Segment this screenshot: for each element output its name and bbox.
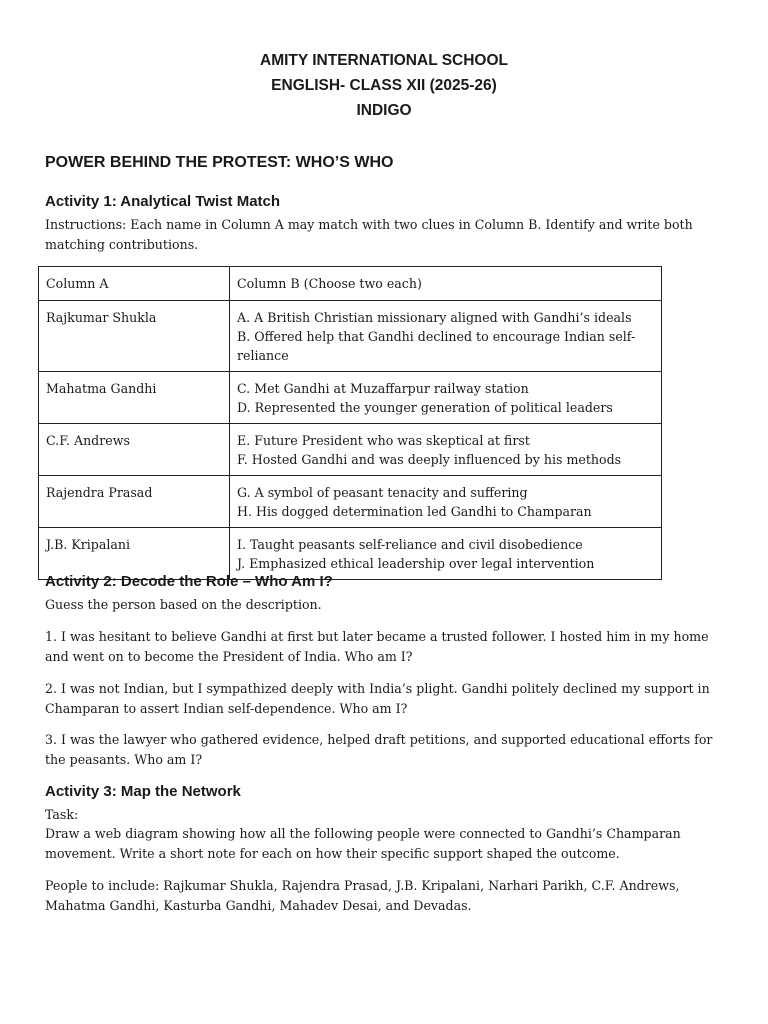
section-name: INDIGO [356, 102, 412, 119]
table-header-row [39, 267, 662, 301]
activity3-heading: Activity 3: Map the Network [45, 783, 241, 800]
activity2-question-2: 2. I was not Indian, but I sympathized deeply with India’s plight. Gandhi politely declined my support in Champaran to assert Indian self-dependence. Who am I? [45, 681, 710, 716]
activity1-instructions: Instructions: Each name in Column A may match with two clues in Column B. Identify and write both matching contributions. [45, 217, 693, 252]
match-table [38, 266, 662, 580]
worksheet-title: POWER BEHIND THE PROTEST: WHO’S WHO [45, 154, 394, 171]
table-row [39, 301, 662, 372]
document-header [0, 48, 768, 123]
column-b-header: Column B (Choose two each) [230, 267, 662, 301]
activity2-intro: Guess the person based on the description. [45, 597, 322, 612]
table-row [39, 372, 662, 424]
column-b-clues [230, 424, 662, 476]
school-name: AMITY INTERNATIONAL SCHOOL [260, 52, 508, 69]
column-b-clues [230, 301, 662, 372]
activity1-heading: Activity 1: Analytical Twist Match [45, 193, 281, 210]
activity2-question-1: 1. I was hesitant to believe Gandhi at first but later became a trusted follower. I hosted him in my home and went on to become the President of India. Who am I? [45, 629, 709, 664]
table-row [39, 424, 662, 476]
clue: D. Represented the younger generation of political leaders [237, 400, 613, 415]
column-a-name: Rajkumar Shukla [39, 301, 230, 372]
column-b-clues [230, 476, 662, 528]
clue: E. Future President who was skeptical at first [237, 433, 530, 448]
column-b-clues [230, 372, 662, 424]
clue: I. Taught peasants self-reliance and civil disobedience [237, 537, 583, 552]
column-a-name: C.F. Andrews [39, 424, 230, 476]
clue: H. His dogged determination led Gandhi to Champaran [237, 504, 592, 519]
column-a-name: Rajendra Prasad [39, 476, 230, 528]
activity3-task-text: Draw a web diagram showing how all the following people were connected to Gandhi’s Champaran movement. Write a short note for each on how their specific support shaped the outcome. [45, 826, 681, 861]
clue: A. A British Christian missionary aligned with Gandhi’s ideals [237, 310, 632, 325]
clue: C. Met Gandhi at Muzaffarpur railway station [237, 381, 529, 396]
activity3-task-label: Task: [45, 807, 79, 822]
activity2-question-3: 3. I was the lawyer who gathered evidence, helped draft petitions, and supported educational efforts for the peasants. Who am I? [45, 732, 713, 767]
activity3-people-list: People to include: Rajkumar Shukla, Rajendra Prasad, J.B. Kripalani, Narhari Parikh, C.F. Andrews, Mahatma Gandhi, Kasturba Gandhi, Mahadev Desai, and Devadas. [45, 878, 680, 913]
table-row [39, 476, 662, 528]
clue: J. Emphasized ethical leadership over legal intervention [237, 556, 595, 571]
clue: B. Offered help that Gandhi declined to encourage Indian self-reliance [237, 329, 636, 363]
column-a-name: Mahatma Gandhi [39, 372, 230, 424]
column-a-header: Column A [39, 267, 230, 301]
activity2-heading: Activity 2: Decode the Role – Who Am I? [45, 573, 333, 590]
column-a-name: J.B. Kripalani [39, 528, 230, 580]
subject-line: ENGLISH- CLASS XII (2025-26) [271, 77, 497, 94]
clue: G. A symbol of peasant tenacity and suffering [237, 485, 528, 500]
table-row [39, 528, 662, 580]
column-b-clues [230, 528, 662, 580]
clue: F. Hosted Gandhi and was deeply influenced by his methods [237, 452, 622, 467]
